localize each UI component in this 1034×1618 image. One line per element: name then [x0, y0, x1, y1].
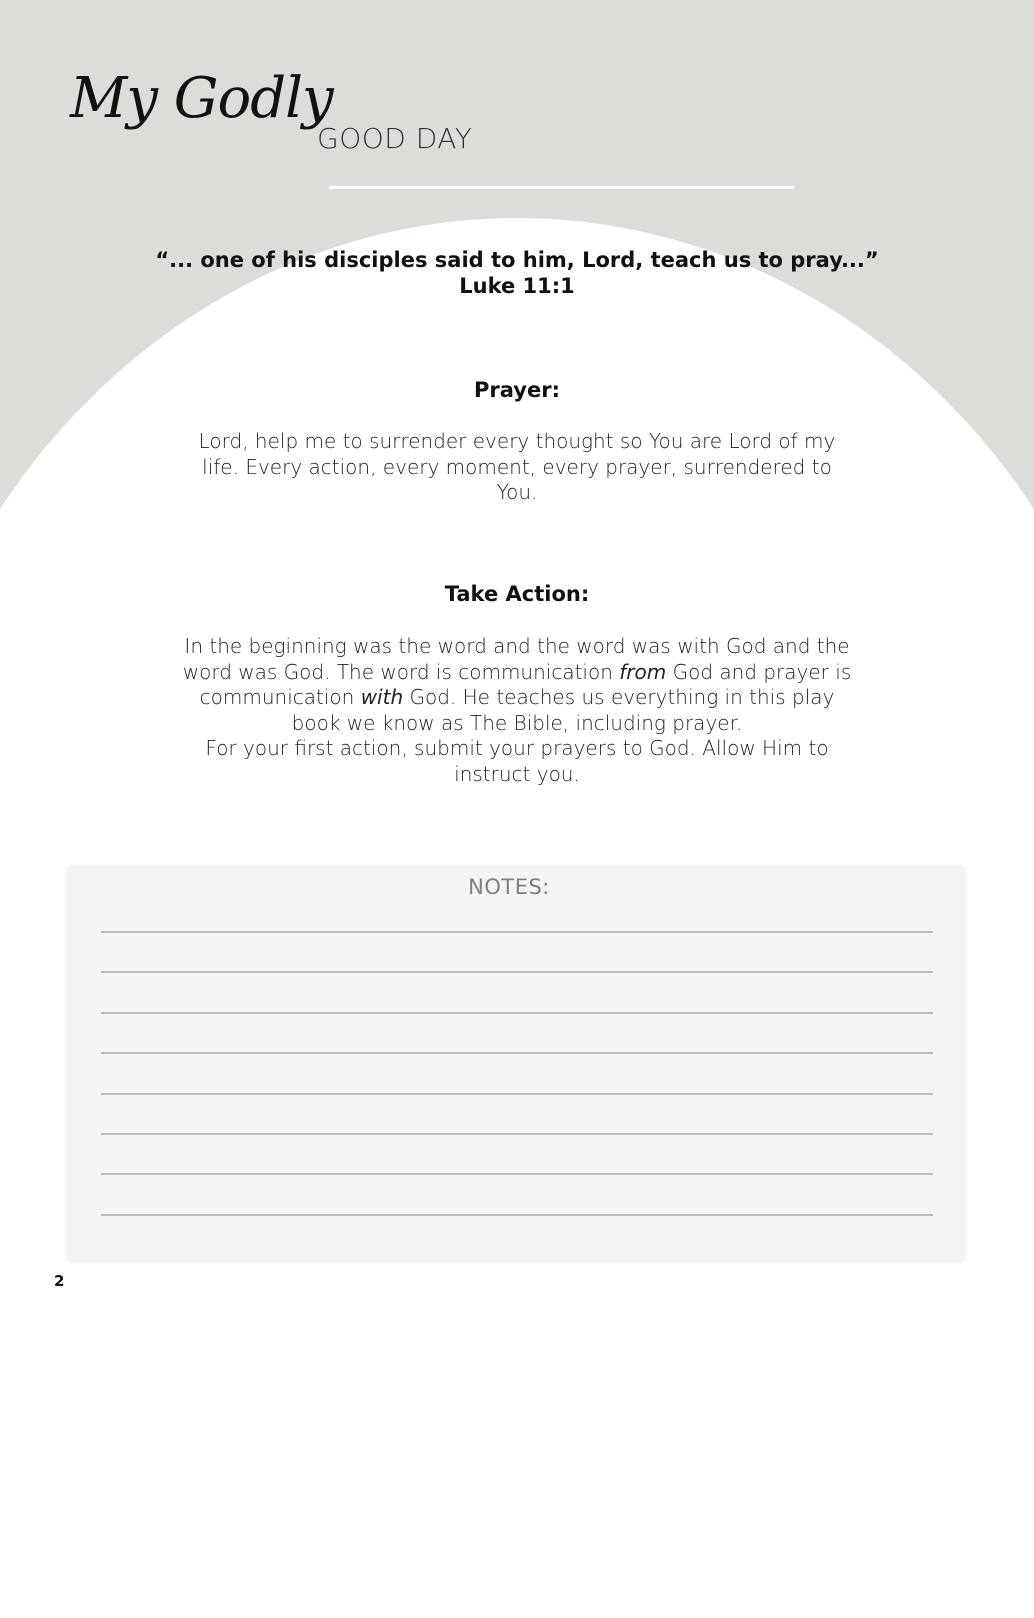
- bible-verse: [150, 247, 884, 299]
- note-line[interactable]: [101, 931, 933, 933]
- emphasis-from: from: [619, 659, 667, 684]
- prayer-heading: Prayer:: [474, 378, 560, 402]
- page-subtitle: GOOD DAY: [317, 122, 473, 155]
- take-action-paragraph-1: [176, 634, 858, 736]
- note-line[interactable]: [101, 1012, 933, 1014]
- prayer-text: Lord, help me to surrender every thought so You are Lord of my life. Every action, every moment, every prayer, surrendered to You.: [198, 429, 836, 505]
- note-line[interactable]: [101, 1173, 933, 1175]
- note-line[interactable]: [101, 1052, 933, 1054]
- verse-text: “... one of his disciples said to him, Lord, teach us to pray...”: [155, 248, 879, 272]
- emphasis-with: with: [360, 685, 404, 710]
- page-number: 2: [54, 1272, 65, 1290]
- take-action-heading: Take Action:: [444, 582, 590, 606]
- take-action-paragraph-2: For your first action, submit your prayers to God. Allow Him to instruct you.: [205, 736, 829, 786]
- note-line[interactable]: [101, 971, 933, 973]
- notes-label: NOTES:: [468, 875, 550, 899]
- note-line[interactable]: [101, 1214, 933, 1216]
- notes-panel: [65, 865, 967, 1263]
- note-line[interactable]: [101, 1133, 933, 1135]
- title-divider: [329, 186, 794, 189]
- script-title: My Godly: [70, 66, 333, 131]
- note-line[interactable]: [101, 1093, 933, 1095]
- verse-reference: Luke 11:1: [459, 274, 575, 298]
- text-run: In the beginning was the word and the word was with God and the word was God. The word is communication: [182, 634, 850, 684]
- take-action-text: [176, 634, 858, 788]
- text-run: God. He teaches us everything in this play book we know as The Bible, including prayer.: [291, 685, 835, 735]
- text-run: God and prayer is communication: [199, 659, 852, 710]
